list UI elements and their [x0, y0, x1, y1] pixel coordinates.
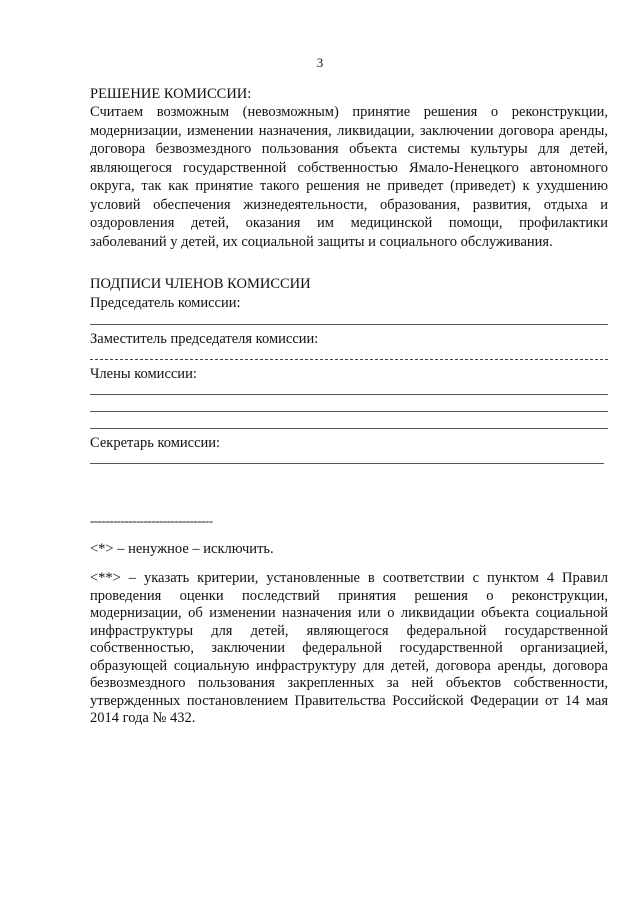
footnote-separator: -------------------------------- — [90, 513, 213, 528]
secretary-label: Секретарь комиссии: — [90, 435, 221, 451]
chair-label: Председатель комиссии: — [90, 295, 241, 311]
footnote-2: <**> – указать критерии, установленные в соответствии с пунктом 4 Правил проведения оценки последствий принятия решения о реконструкции, модернизации, об изменении назначения или о ликвидации объекта социальной инфраструктуры для детей, являющегося федеральной государственной собственностью, заключении федеральной государственной организацией, образующей социальную инфраструктуру для детей, договора аренды, договора безвозмездного пользования закрепленных за ней объектов собственности, утвержденных постановлением Правительства Российской Федерации от 14 мая 2014 года № 432. — [90, 570, 608, 726]
deputy-chair-label: Заместитель председателя комиссии: — [90, 331, 319, 347]
secretary-signature-line — [90, 463, 604, 464]
chair-signature-line — [90, 324, 608, 325]
members-label: Члены комиссии: — [90, 366, 197, 382]
member-signature-line — [90, 394, 608, 395]
decision-heading: РЕШЕНИЕ КОМИССИИ: — [90, 86, 252, 102]
footnote-1: <*> – ненужное – исключить. — [90, 541, 274, 557]
signatures-heading: ПОДПИСИ ЧЛЕНОВ КОМИССИИ — [90, 276, 311, 292]
member-signature-line — [90, 428, 608, 429]
deputy-signature-line — [90, 359, 608, 360]
decision-text: Считаем возможным (невозможным) принятие решения о реконструкции, модернизации, изменении назначения, ликвидации, заключении договора аренды, договора безвозмездного пользования объекта системы культуры для детей, являющегося государственной собственностью Ямало-Ненецкого автономного округа, так как принятие такого решения не приведет (приведет) к ухудшению условий обеспечения жизнедеятельности, образования, развития, отдыха и оздоровления детей, оказания им медицинской помощи, профилактики заболеваний у детей, их социальной защиты и социального обслуживания. — [90, 104, 608, 250]
page-number: 3 — [316, 55, 324, 70]
member-signature-line — [90, 411, 608, 412]
